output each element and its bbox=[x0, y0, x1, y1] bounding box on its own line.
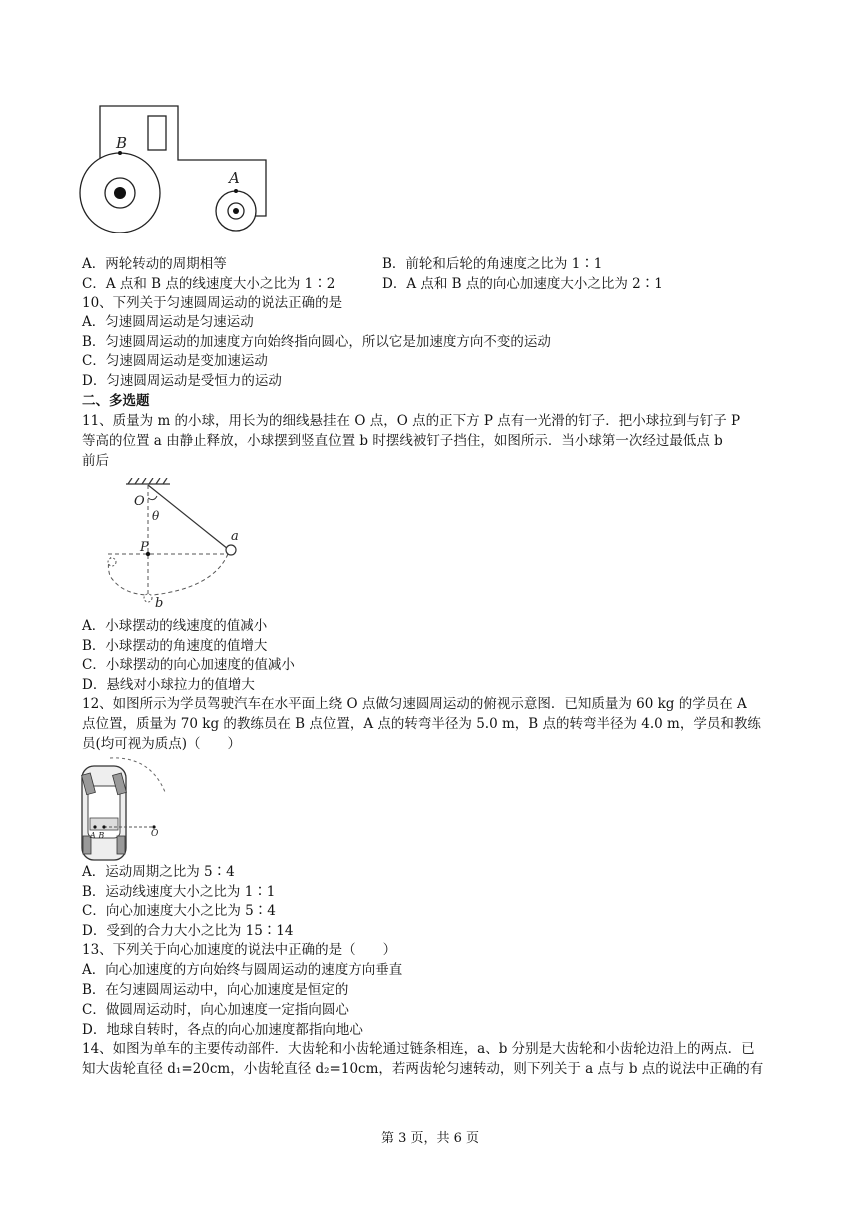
q14-stem-line-1: 14、如图为单车的主要传动部件．大齿轮和小齿轮通过链条相连，a、b 分别是大齿轮和小齿轮边沿上的两点．已 bbox=[82, 1041, 755, 1057]
label-o: O bbox=[134, 494, 145, 509]
q10-option-c: C．匀速圆周运动是变加速运动 bbox=[82, 353, 268, 369]
q12-stem-line-2: 点位置，质量为 70 kg 的教练员在 B 点位置，A 点的转弯半径为 5.0 m，B 点的转弯半径为 4.0 m，学员和教练 bbox=[82, 716, 761, 732]
q9-option-d: D．A 点和 B 点的向心加速度大小之比为 2∶1 bbox=[382, 276, 663, 292]
q11-option-b: B．小球摆动的角速度的值增大 bbox=[82, 638, 268, 654]
page-footer: 第 3 页，共 6 页 bbox=[380, 1131, 480, 1146]
q11-option-d: D．悬线对小球拉力的值增大 bbox=[82, 677, 255, 693]
q12-option-b: B．运动线速度大小之比为 1∶1 bbox=[82, 884, 276, 900]
q12-stem-line-1: 12、如图所示为学员驾驶汽车在水平面上绕 O 点做匀速圆周运动的俯视示意图．已知质量为 60 kg 的学员在 A bbox=[82, 696, 747, 712]
q12-option-c: C．向心加速度大小之比为 5∶4 bbox=[82, 903, 276, 919]
q10-option-a: A．匀速圆周运动是匀速运动 bbox=[82, 314, 254, 330]
q11-stem-line-2: 等高的位置 a 由静止释放，小球摆到竖直位置 b 时摆线被钉子挡住，如图所示．当小球第一次经过最低点 b bbox=[82, 433, 723, 449]
label-p: P bbox=[140, 540, 149, 555]
q12-option-a: A．运动周期之比为 5∶4 bbox=[82, 864, 235, 880]
label-a: A bbox=[229, 169, 240, 187]
label-b: B bbox=[116, 134, 128, 152]
q13-option-d: D．地球自转时，各点的向心加速度都指向地心 bbox=[82, 1022, 363, 1038]
q13-option-c: C．做圆周运动时，向心加速度一定指向圆心 bbox=[82, 1002, 349, 1018]
label-a: a bbox=[231, 529, 239, 544]
q13-option-a: A．向心加速度的方向始终与圆周运动的速度方向垂直 bbox=[82, 962, 403, 978]
q11-stem-line-3: 前后 bbox=[82, 453, 109, 469]
q10-option-b: B．匀速圆周运动的加速度方向始终指向圆心，所以它是加速度方向不变的运动 bbox=[82, 334, 551, 350]
section-heading: 二、多选题 bbox=[82, 393, 150, 409]
q14-stem-line-2: 知大齿轮直径 d₁=20cm，小齿轮直径 d₂=10cm，若两齿轮匀速转动，则下列关于 a 点与 b 点的说法中正确的有 bbox=[82, 1061, 764, 1077]
q9-option-c: C．A 点和 B 点的线速度大小之比为 1∶2 bbox=[82, 276, 336, 292]
q11-stem-line-1: 11、质量为 m 的小球，用长为的细线悬挂在 O 点，O 点的正下方 P 点有一光滑的钉子．把小球拉到与钉子 P bbox=[82, 413, 741, 429]
q12-stem-line-3: 员(均可视为质点)（ ） bbox=[82, 736, 242, 752]
tractor-figure bbox=[78, 98, 278, 233]
q10-option-d: D．匀速圆周运动是受恒力的运动 bbox=[82, 373, 282, 389]
q9-option-a: A．两轮转动的周期相等 bbox=[82, 256, 227, 272]
label-o: O bbox=[151, 829, 159, 839]
q13-stem: 13、下列关于向心加速度的说法中正确的是（ ） bbox=[82, 942, 397, 958]
label-theta: θ bbox=[152, 509, 160, 523]
label-ab: A B bbox=[90, 831, 105, 840]
car-top-view-figure bbox=[80, 756, 170, 862]
q13-option-b: B．在匀速圆周运动中，向心加速度是恒定的 bbox=[82, 982, 349, 998]
q12-option-d: D．受到的合力大小之比为 15∶14 bbox=[82, 923, 294, 939]
q9-option-b: B．前轮和后轮的角速度之比为 1∶1 bbox=[382, 256, 603, 272]
q11-option-a: A．小球摆动的线速度的值减小 bbox=[82, 618, 268, 634]
q11-option-c: C．小球摆动的向心加速度的值减小 bbox=[82, 657, 295, 673]
q10-stem: 10、下列关于匀速圆周运动的说法正确的是 bbox=[82, 295, 343, 311]
label-b: b bbox=[155, 596, 164, 610]
pendulum-figure bbox=[98, 478, 258, 610]
